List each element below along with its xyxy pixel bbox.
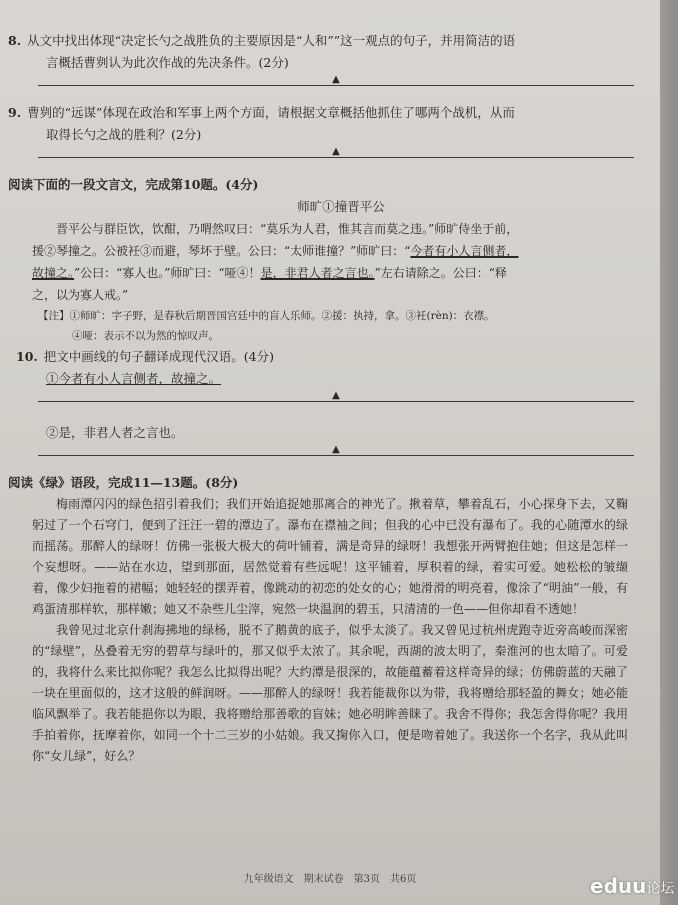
question-8 [8, 30, 634, 74]
sub-question-1: ①今者有小人言侧者，故撞之。 [46, 371, 222, 386]
passage-text: ”左右请除之。公曰：“释 [374, 266, 507, 280]
question-text-cont: 言概括曹刿认为此次作战的先决条件。(2分) [46, 55, 289, 70]
page-edge [660, 0, 678, 905]
prose-passage [8, 494, 634, 767]
question-text: 曹刿的“远谋”体现在政治和军事上两个方面，请根据文章概括他抓住了哪两个战机，从而 [27, 105, 515, 120]
question-10 [8, 346, 634, 368]
question-text: 从文中找出体现“决定长勺之战胜负的主要原因是“人和””这一观点的句子，并用简洁的语 [27, 33, 516, 48]
question-number: 9. [8, 105, 22, 120]
triangle-marker-icon: ▲ [332, 146, 340, 157]
underlined-sentence-1: 今者有小人言侧者， [410, 244, 519, 258]
logo-text: eduu [590, 874, 647, 898]
logo-text-cn: 论坛 [646, 881, 675, 897]
eduu-logo [590, 874, 674, 898]
answer-line [38, 74, 634, 96]
underlined-sentence-1-cont: 故撞之。 [32, 266, 75, 280]
underlined-sentence-2: 是，非君人者之言也。 [260, 266, 375, 280]
prose-paragraph: 我曾见过北京什刹海拂地的绿杨，脱不了鹅黄的底子，似乎太淡了。我又曾见过杭州虎跑寺近旁高峻而深密的“绿壁”，丛叠着无穷的碧草与绿叶的，那又似乎太浓了。其余呢，西湖的波太明了，秦淮河的也太暗了。可爱的，我将什么来比拟你呢？我怎么比拟得出呢？大约潭是很深的，故能蕴蓄着这样奇异的绿；仿佛蔚蓝的天融了一块在里面似的，这才这般的鲜润呀。——那醉人的绿呀！我若能裁你以为带，我将赠给那轻盈的舞女；她必能临风飘举了。我若能挹你以为眼，我将赠给那善歌的盲妹；她必明眸善睐了。我舍不得你；我怎舍得你呢？我用手拍着你，抚摩着你，如同一个十二三岁的小姑娘。我又掬你入口，便是吻着她了。我送你一个名字，我从此叫你“女儿绿”，好么？ [32, 623, 628, 763]
triangle-marker-icon: ▲ [332, 74, 340, 85]
answer-line [38, 390, 634, 412]
question-text-cont: 取得长勺之战的胜利？(2分) [46, 127, 202, 142]
passage-line: 晋平公与群臣饮，饮酣，乃喟然叹曰：“莫乐为人君，惟其言而莫之违。”师旷侍坐于前， [56, 222, 519, 236]
triangle-marker-icon: ▲ [332, 390, 340, 401]
question-9 [8, 102, 634, 146]
question-number: 8. [8, 33, 22, 48]
passage-title: 师旷①撞晋平公 [297, 199, 385, 214]
classical-passage [8, 218, 634, 306]
annotation-note-cont: ④哑：表示不以为然的惊叹声。 [72, 330, 219, 342]
page-footer: 九年级语文 期末试卷 第3页 共6页 [243, 874, 417, 885]
prose-paragraph: 梅雨潭闪闪的绿色招引着我们；我们开始追捉她那离合的神光了。揪着草，攀着乱石，小心探身下去，又鞠躬过了一个石穹门，便到了汪汪一碧的潭边了。瀑布在襟袖之间；但我的心中已没有瀑布了。我的心随潭水的绿而摇荡。那醉人的绿呀！仿佛一张极大极大的荷叶铺着，满是奇异的绿呀！我想张开两臂抱住她；但这是怎样一个妄想呀。——站在水边，望到那面，居然觉着有些远呢！这平铺着，厚积着的绿，着实可爱。她松松的皱缬着，像少妇拖着的裙幅；她轻轻的摆弄着，像跳动的初恋的处女的心；她滑滑的明亮着，像涂了“明油”一般，有鸡蛋清那样软，那样嫩；她又不杂些儿尘滓，宛然一块温润的碧玉，只清清的一色——但你却看不透她！ [32, 497, 628, 616]
passage-line: 之，以为寡人戒。” [32, 288, 129, 302]
annotation-note: 【注】①师旷：字子野，是春秋后期晋国宫廷中的盲人乐师。②援：执持，拿。③衽(rèn)：衣襟。 [38, 310, 495, 322]
passage-text: ”公曰：“寡人也。”师旷曰：“哑④！ [74, 266, 261, 280]
section-heading-10: 阅读下面的一段文言文，完成第10题。(4分) [8, 177, 259, 192]
passage-text: 援②琴撞之。公被衽③而避，琴坏于壁。公曰：“太师谁撞？”师旷曰：“ [32, 244, 411, 258]
triangle-marker-icon: ▲ [332, 444, 340, 455]
answer-line [38, 146, 634, 168]
sub-question-2: ②是，非君人者之言也。 [46, 425, 184, 440]
question-text: 把文中画线的句子翻译成现代汉语。(4分) [43, 349, 274, 364]
section-heading-11: 阅读《绿》语段，完成11—13题。(8分) [8, 475, 239, 490]
question-number: 10. [16, 349, 38, 364]
answer-line [38, 444, 634, 466]
